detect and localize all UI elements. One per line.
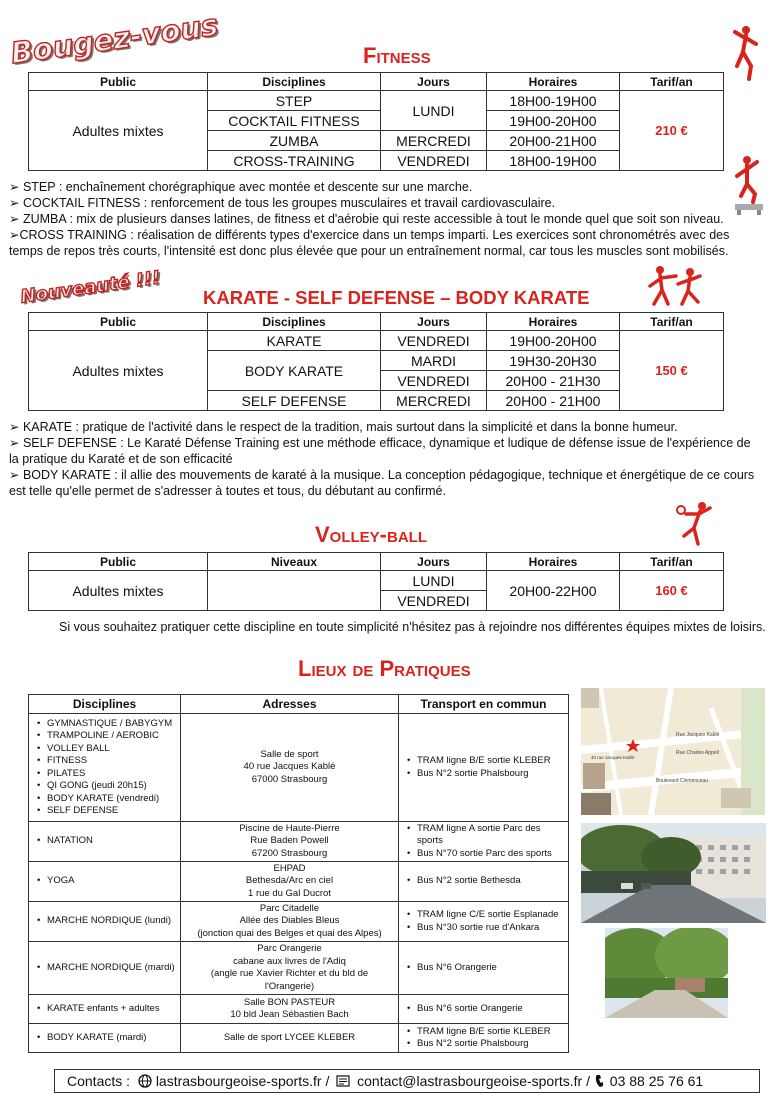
description-line: ➢CROSS TRAINING : réalisation de différents types d'exercice dans un temps imparti. Les exercices sont chronométrés avec des temps de repos très courts, l'intensité est donc plus élevée que pour un entraînement normal, car tous les muscles sont mobilisés. — [9, 228, 730, 258]
volley-note: Si vous souhaitez pratiquer cette discipline en toute simplicité n'hésitez pas à rejoindre nos différentes équipes mixtes de loisirs. — [59, 620, 766, 634]
transport-cell — [399, 902, 569, 942]
disciplines-cell — [29, 714, 181, 822]
horaire-cell: 20H00 - 21H00 — [487, 391, 620, 411]
adresse-line: 10 bld Jean Sébastien Bach — [230, 1009, 349, 1020]
fitness-title: Fitness — [363, 43, 431, 68]
header-public: Public — [29, 73, 208, 91]
jour-cell: VENDREDI — [381, 591, 487, 611]
transport-item: • Bus N°2 sortie Phalsbourg — [407, 768, 568, 781]
disciplines-cell — [29, 1024, 181, 1053]
transport-cell — [399, 942, 569, 995]
jour-cell: LUNDI — [381, 571, 487, 591]
discipline-item: • NATATION — [37, 835, 180, 848]
transport-item: • Bus N°30 sortie rue d'Ankara — [407, 922, 568, 935]
description-line: ➢ KARATE : pratique de l'activité dans le respect de la tradition, mais surtout dans la simplicité et dans la bonne humeur. — [9, 420, 678, 434]
karate-descriptions — [9, 419, 761, 499]
fitness-descriptions — [9, 179, 761, 259]
transport-cell — [399, 714, 569, 822]
adresse-line: Bethesda/Arc en ciel — [245, 875, 334, 887]
disciplines-cell — [29, 942, 181, 995]
tarif-cell: 150 € — [620, 331, 724, 411]
park-photo — [605, 928, 728, 1018]
transport-item: • TRAM ligne B/E sortie KLEBER — [407, 755, 568, 768]
adresse-line: (jonction quai des Belges et quai des Alpes) — [197, 927, 382, 939]
volley-player-icon — [672, 500, 716, 550]
disciplines-cell — [29, 995, 181, 1024]
header-transport: Transport en commun — [399, 695, 569, 714]
fitness-table — [28, 72, 724, 171]
adresse-cell — [181, 862, 399, 902]
discipline-item: • KARATE enfants + adultes — [37, 1003, 180, 1016]
adresse-line: 67200 Strasbourg — [251, 847, 328, 859]
discipline-cell: ZUMBA — [208, 131, 381, 151]
jour-cell: MERCREDI — [381, 391, 487, 411]
horaire-cell: 20H00-21H00 — [487, 131, 620, 151]
transport-cell — [399, 822, 569, 862]
adresse-line: EHPAD — [273, 862, 306, 874]
header-public: Public — [29, 313, 208, 331]
jour-cell: VENDREDI — [381, 371, 487, 391]
jour-cell: MERCREDI — [381, 131, 487, 151]
adresse-cell — [181, 1024, 399, 1053]
discipline-cell: CROSS-TRAINING — [208, 151, 381, 171]
public-cell: Adultes mixtes — [29, 91, 208, 171]
discipline-item: • BODY KARATE (vendredi) — [37, 793, 180, 806]
header-niveaux: Niveaux — [208, 553, 381, 571]
adresse-line: l'Orangerie) — [264, 980, 315, 992]
horaire-cell: 18H00-19H00 — [487, 91, 620, 111]
adresse-line: Salle de sport — [260, 748, 319, 760]
phone-icon — [594, 1074, 604, 1088]
volley-table — [28, 552, 724, 611]
karate-fighters-icon — [646, 264, 704, 308]
discipline-cell: STEP — [208, 91, 381, 111]
header-jours: Jours — [381, 73, 487, 91]
volley-title: Volley-ball — [315, 522, 427, 547]
adresse-line: (angle rue Xavier Richter et du bld de — [210, 968, 369, 979]
description-line: ➢ ZUMBA : mix de plusieurs danses latines, de fitness et d'aérobie qui reste accessible à tout le monde quel que soit son niveau. — [9, 212, 724, 226]
street-photo — [581, 823, 766, 923]
transport-cell — [399, 995, 569, 1024]
horaire-cell: 18H00-19H00 — [487, 151, 620, 171]
disciplines-cell — [29, 862, 181, 902]
discipline-item: • MARCHE NORDIQUE (lundi) — [37, 915, 180, 928]
contacts-label: Contacts : — [67, 1073, 131, 1089]
adresse-line: cabane aux livres de l'Adiq — [233, 955, 346, 967]
niveaux-cell — [208, 571, 381, 611]
horaire-cell: 20H00-22H00 — [487, 571, 620, 611]
public-cell: Adultes mixtes — [29, 331, 208, 411]
discipline-cell: BODY KARATE — [208, 351, 381, 391]
email-link[interactable]: contact@lastrasbourgeoise-sports.fr — [357, 1073, 583, 1089]
transport-item: • Bus N°2 sortie Phalsbourg — [407, 1038, 568, 1051]
adresse-line: Allée des Diables Bleus — [239, 915, 340, 927]
step-figure-icon — [731, 24, 761, 84]
phone-number: 03 88 25 76 61 — [609, 1073, 704, 1089]
tarif-cell: 210 € — [620, 91, 724, 171]
header-tarif: Tarif/an — [620, 313, 724, 331]
header-disciplines: Disciplines — [208, 73, 381, 91]
transport-item: • TRAM ligne A sortie Parc des sports — [407, 823, 568, 848]
disciplines-cell — [29, 822, 181, 862]
adresse-line: Salle BON PASTEUR — [243, 996, 336, 1008]
separator: / — [586, 1073, 590, 1089]
header-horaires: Horaires — [487, 73, 620, 91]
discipline-item: • FITNESS — [37, 755, 180, 768]
discipline-cell: SELF DEFENSE — [208, 391, 381, 411]
discipline-item: • TRAMPOLINE / AEROBIC — [37, 730, 180, 743]
karate-table — [28, 312, 724, 411]
map-street-label: Rue Jacques Kablé — [676, 732, 720, 738]
discipline-item: • SELF DEFENSE — [37, 805, 180, 818]
header-jours: Jours — [381, 553, 487, 571]
header-tarif: Tarif/an — [620, 73, 724, 91]
adresse-cell — [181, 822, 399, 862]
contacts-bar — [54, 1069, 760, 1093]
description-line: ➢ STEP : enchaînement chorégraphique avec montée et descente sur une marche. — [9, 180, 473, 194]
mail-icon — [336, 1075, 350, 1087]
transport-cell — [399, 1024, 569, 1053]
karate-title: KARATE - SELF DEFENSE – BODY KARATE — [203, 287, 590, 308]
transport-item: • Bus N°2 sortie Bethesda — [407, 875, 568, 888]
adresse-line: Salle de sport LYCEE KLEBER — [223, 1031, 356, 1043]
disciplines-cell — [29, 902, 181, 942]
adresse-line: 1 rue du Gal Ducrot — [248, 887, 331, 899]
jour-cell: LUNDI — [381, 91, 487, 131]
header-adresses: Adresses — [181, 695, 399, 714]
nouveaute-banner: Nouveauté !!! — [19, 267, 162, 308]
adresse-cell — [181, 714, 399, 822]
adresse-line: 40 rue Jacques Kablé — [243, 761, 336, 773]
adresse-line: Rue Baden Powell — [250, 835, 329, 847]
horaire-cell: 19H00-20H00 — [487, 331, 620, 351]
header-jours: Jours — [381, 313, 487, 331]
adresse-line: 67000 Strasbourg — [251, 773, 328, 785]
lieux-table — [28, 694, 569, 1053]
jour-cell: VENDREDI — [381, 151, 487, 171]
transport-item: • TRAM ligne B/E sortie KLEBER — [407, 1026, 568, 1039]
description-line: ➢ BODY KARATE : il allie des mouvements de karaté à la musique. La conception pédagogique, technique et énergétique de ce cours est telle qu'elle permet de s'adresser à toutes et tous, du débutant au confirmé. — [9, 468, 755, 498]
description-line: ➢ COCKTAIL FITNESS : renforcement de tous les groupes musculaires et travail cardiovasculaire. — [9, 196, 556, 210]
discipline-item: • MARCHE NORDIQUE (mardi) — [37, 962, 180, 975]
header-tarif: Tarif/an — [620, 553, 724, 571]
transport-item: • Bus N°6 Orangerie — [407, 962, 568, 975]
discipline-item: • GYMNASTIQUE / BABYGYM — [37, 718, 180, 731]
adresse-cell — [181, 995, 399, 1024]
globe-icon — [138, 1074, 152, 1088]
discipline-item: • VOLLEY BALL — [37, 743, 180, 756]
adresse-cell — [181, 902, 399, 942]
transport-item: • TRAM ligne C/E sortie Esplanade — [407, 909, 568, 922]
separator: / — [325, 1073, 330, 1089]
map-street-label: Boulevard Clemenceau — [656, 778, 708, 784]
discipline-item: • BODY KARATE (mardi) — [37, 1032, 180, 1045]
horaire-cell: 19H00-20H00 — [487, 111, 620, 131]
discipline-cell: KARATE — [208, 331, 381, 351]
discipline-item: • YOGA — [37, 875, 180, 888]
horaire-cell: 19H30-20H30 — [487, 351, 620, 371]
header-horaires: Horaires — [487, 553, 620, 571]
jour-cell: VENDREDI — [381, 331, 487, 351]
tarif-cell: 160 € — [620, 571, 724, 611]
map-street-label: Rue Charles Appell — [676, 750, 719, 756]
header-disciplines: Disciplines — [29, 695, 181, 714]
bougez-vous-banner: Bougez-vous — [8, 7, 221, 71]
transport-item: • Bus N°70 sortie Parc des sports — [407, 848, 568, 861]
header-disciplines: Disciplines — [208, 313, 381, 331]
discipline-cell: COCKTAIL FITNESS — [208, 111, 381, 131]
jour-cell: MARDI — [381, 351, 487, 371]
header-public: Public — [29, 553, 208, 571]
discipline-item: • PILATES — [37, 768, 180, 781]
map-address-label: 40 rue Jacques Kablé — [591, 755, 635, 760]
website-link[interactable]: lastrasbourgeoise-sports.fr — [155, 1073, 322, 1089]
adresse-line: Parc Orangerie — [257, 943, 322, 954]
lieux-title: Lieux de Pratiques — [298, 656, 471, 681]
location-map — [581, 688, 765, 815]
adresse-line: Parc Citadelle — [259, 902, 320, 914]
adresse-cell — [181, 942, 399, 995]
adresse-line: Piscine de Haute-Pierre — [239, 822, 340, 834]
transport-cell — [399, 862, 569, 902]
transport-item: • Bus N°6 sortie Orangerie — [407, 1003, 568, 1016]
header-horaires: Horaires — [487, 313, 620, 331]
horaire-cell: 20H00 - 21H30 — [487, 371, 620, 391]
discipline-item: • QI GONG (jeudi 20h15) — [37, 780, 180, 793]
public-cell: Adultes mixtes — [29, 571, 208, 611]
description-line: ➢ SELF DEFENSE : Le Karaté Défense Training est une méthode efficace, dynamique et ludique de défense issue de l'expérience de la pratique du Karaté et de son efficacité — [9, 436, 751, 466]
